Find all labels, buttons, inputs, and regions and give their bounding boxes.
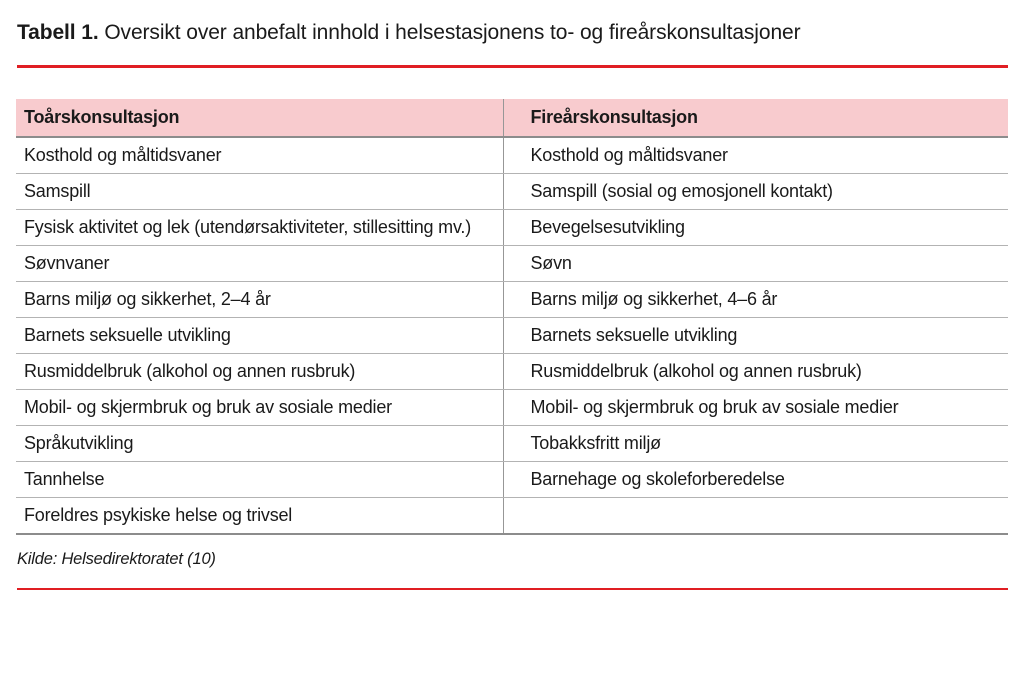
column-header-two-year: Toårskonsultasjon bbox=[16, 99, 503, 137]
cell-two-year: Foreldres psykiske helse og trivsel bbox=[16, 497, 503, 534]
cell-four-year: Bevegelsesutvikling bbox=[503, 209, 1008, 245]
table-row bbox=[16, 137, 1008, 174]
consultation-table bbox=[16, 99, 1008, 535]
table-caption bbox=[17, 20, 1008, 46]
column-header-four-year: Fireårskonsultasjon bbox=[503, 99, 1008, 137]
cell-four-year: Tobakksfritt miljø bbox=[503, 425, 1008, 461]
table-row bbox=[16, 209, 1008, 245]
table-body bbox=[16, 137, 1008, 534]
cell-two-year: Mobil- og skjermbruk og bruk av sosiale medier bbox=[16, 389, 503, 425]
table-header bbox=[16, 99, 1008, 137]
table-row bbox=[16, 461, 1008, 497]
table-row bbox=[16, 389, 1008, 425]
cell-two-year: Fysisk aktivitet og lek (utendørsaktiviteter, stillesitting mv.) bbox=[16, 209, 503, 245]
cell-two-year: Rusmiddelbruk (alkohol og annen rusbruk) bbox=[16, 353, 503, 389]
table-caption-text: Oversikt over anbefalt innhold i helsestasjonens to- og fireårskonsultasjoner bbox=[98, 21, 801, 44]
cell-four-year bbox=[503, 497, 1008, 534]
cell-two-year: Barnets seksuelle utvikling bbox=[16, 317, 503, 353]
cell-four-year: Barns miljø og sikkerhet, 4–6 år bbox=[503, 281, 1008, 317]
table-caption-label: Tabell 1. bbox=[17, 21, 99, 44]
table-row bbox=[16, 281, 1008, 317]
source-note: Kilde: Helsedirektoratet (10) bbox=[17, 549, 216, 568]
cell-four-year: Kosthold og måltidsvaner bbox=[503, 137, 1008, 174]
cell-four-year: Samspill (sosial og emosjonell kontakt) bbox=[503, 173, 1008, 209]
cell-two-year: Samspill bbox=[16, 173, 503, 209]
table-row bbox=[16, 497, 1008, 534]
cell-four-year: Barnets seksuelle utvikling bbox=[503, 317, 1008, 353]
cell-four-year: Søvn bbox=[503, 245, 1008, 281]
table-row bbox=[16, 425, 1008, 461]
cell-two-year: Barns miljø og sikkerhet, 2–4 år bbox=[16, 281, 503, 317]
cell-four-year: Barnehage og skoleforberedelse bbox=[503, 461, 1008, 497]
table-row bbox=[16, 173, 1008, 209]
top-rule bbox=[17, 65, 1008, 68]
cell-two-year: Språkutvikling bbox=[16, 425, 503, 461]
table-row bbox=[16, 353, 1008, 389]
cell-two-year: Søvnvaner bbox=[16, 245, 503, 281]
cell-two-year: Tannhelse bbox=[16, 461, 503, 497]
cell-two-year: Kosthold og måltidsvaner bbox=[16, 137, 503, 174]
table-header-row bbox=[16, 99, 1008, 137]
table-figure bbox=[0, 20, 1024, 590]
table-row bbox=[16, 245, 1008, 281]
bottom-rule bbox=[17, 588, 1008, 591]
table-row bbox=[16, 317, 1008, 353]
cell-four-year: Rusmiddelbruk (alkohol og annen rusbruk) bbox=[503, 353, 1008, 389]
cell-four-year: Mobil- og skjermbruk og bruk av sosiale medier bbox=[503, 389, 1008, 425]
